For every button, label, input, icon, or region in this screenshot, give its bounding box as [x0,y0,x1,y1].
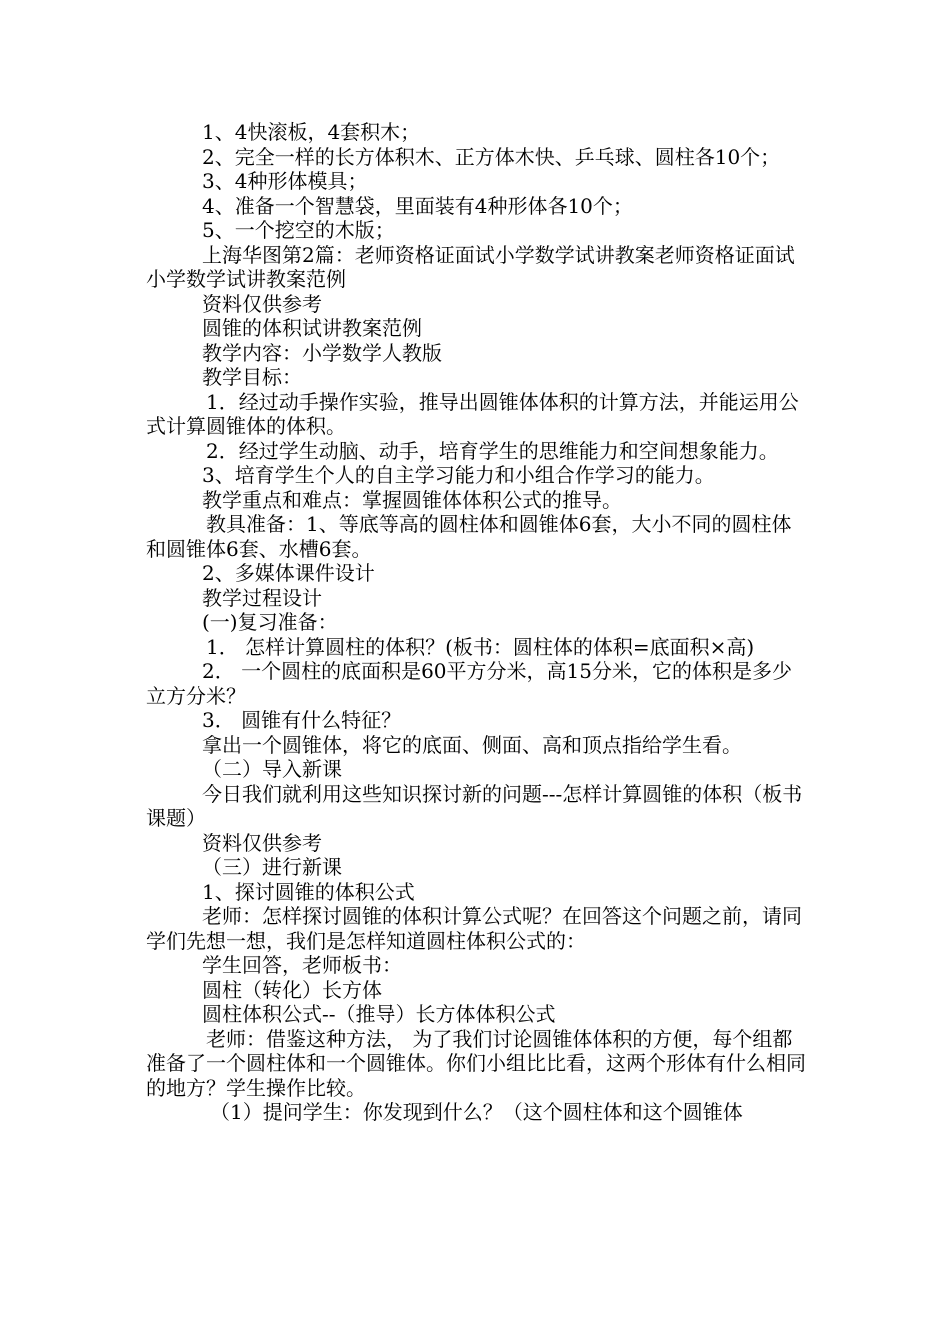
paragraph: （二）导入新课 [202,757,342,781]
paragraph: 今日我们就利用这些知识探讨新的问题---怎样计算圆锥的体积（板书课题） [146,781,803,830]
paragraph: 上海华图第2篇：老师资格证面试小学数学试讲教案老师资格证面试小学数学试讲教案范例 [146,242,795,291]
paragraph: 4、准备一个智慧袋，里面装有4种形体各10个； [202,193,633,218]
paragraph: 1、4快滚板，4套积木； [202,120,421,144]
paragraph: 3、4种形体模具； [202,169,368,193]
paragraph: 老师：怎样探讨圆锥的体积计算公式呢？在回答这个问题之前，请同学们先想一想，我们是怎样知道圆柱体积公式的： [146,904,802,953]
paragraph: 资料仅供参考 [202,830,322,855]
paragraph: 拿出一个圆锥体，将它的底面、侧面、高和顶点指给学生看。 [202,732,742,757]
paragraph: 1．经过动手操作实验，推导出圆锥体体积的计算方法，并能运用公式计算圆锥体的体积。 [146,389,799,438]
paragraph: （三）进行新课 [202,855,342,879]
paragraph: 教学过程设计 [202,585,322,610]
paragraph: 教学内容：小学数学人教版 [202,340,442,365]
paragraph: 老师：借鉴这种方法， 为了我们讨论圆锥体体积的方便，每个组都准备了一个圆柱体和一个圆锥体。你们小组比比看，这两个形体有什么相同的地方？学生操作比较。 [146,1026,806,1100]
paragraph: 圆柱体积公式--（推导）长方体体积公式 [202,1002,556,1026]
paragraph: 教学目标： [202,365,302,389]
paragraph: 3、培育学生个人的自主学习能力和小组合作学习的能力。 [202,463,715,487]
paragraph: 3． 圆锥有什么特征？ [202,708,402,732]
paragraph: 教具准备：1、等底等高的圆柱体和圆锥体6套，大小不同的圆柱体和圆锥体6套、水槽6套。 [146,512,792,561]
paragraph: 2、多媒体课件设计 [202,561,375,585]
paragraph: 学生回答，老师板书： [202,953,402,977]
paragraph: 资料仅供参考 [202,291,322,316]
paragraph: (一)复习准备： [202,610,338,634]
document-body [146,120,810,1125]
paragraph: 2． 一个圆柱的底面积是60平方分米，高15分米，它的体积是多少立方分米？ [146,659,792,708]
paragraph: （1）提问学生：你发现到什么？（这个圆柱体和这个圆锥体 [210,1100,743,1124]
paragraph: 教学重点和难点：掌握圆锥体体积公式的推导。 [202,487,622,512]
paragraph: 2．经过学生动脑、动手，培育学生的思维能力和空间想象能力。 [206,438,779,463]
paragraph: 1． 怎样计算圆柱的体积？(板书：圆柱体的体积=底面积×高) [206,634,755,659]
paragraph: 圆锥的体积试讲教案范例 [202,316,422,340]
paragraph: 5、一个挖空的木版； [202,218,395,242]
paragraph: 2、完全一样的长方体积木、正方体木快、乒乓球、圆柱各10个； [202,144,781,169]
paragraph: 圆柱（转化）长方体 [202,977,382,1002]
paragraph: 1、探讨圆锥的体积公式 [202,879,415,904]
